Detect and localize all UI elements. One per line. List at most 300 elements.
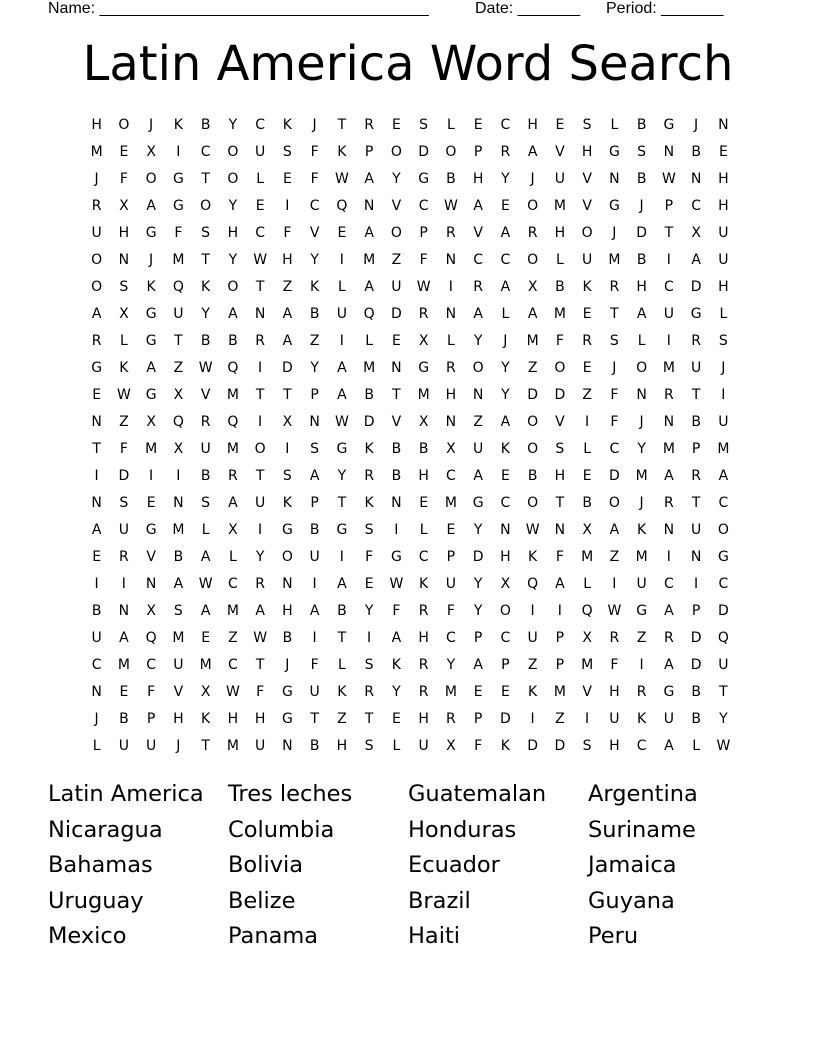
grid-letter[interactable]: N xyxy=(445,252,457,268)
grid-letter[interactable]: Q xyxy=(227,360,239,376)
grid-letter[interactable]: R xyxy=(91,198,102,214)
grid-letter[interactable]: O xyxy=(717,522,729,538)
grid-letter[interactable]: O xyxy=(118,117,130,133)
grid-letter[interactable]: J xyxy=(503,333,508,349)
grid-letter[interactable]: Y xyxy=(337,468,347,484)
grid-letter[interactable]: C xyxy=(663,576,674,592)
grid-letter[interactable]: E xyxy=(582,468,592,484)
grid-letter[interactable]: R xyxy=(446,360,456,376)
grid-letter[interactable]: W xyxy=(607,603,622,619)
grid-letter[interactable]: S xyxy=(282,468,292,484)
grid-letter[interactable]: U xyxy=(200,441,211,457)
grid-letter[interactable]: Z xyxy=(391,252,402,268)
grid-letter[interactable]: V xyxy=(200,387,211,403)
grid-letter[interactable]: N xyxy=(472,387,484,403)
grid-letter[interactable]: A xyxy=(228,306,238,322)
grid-letter[interactable]: C xyxy=(718,495,729,511)
grid-letter[interactable]: O xyxy=(91,252,103,268)
grid-letter[interactable]: R xyxy=(636,684,647,700)
grid-letter[interactable]: E xyxy=(500,198,510,214)
grid-letter[interactable]: A xyxy=(309,468,320,484)
grid-letter[interactable]: M xyxy=(553,198,566,214)
grid-letter[interactable]: Y xyxy=(201,306,210,322)
grid-letter[interactable]: G xyxy=(390,549,402,565)
grid-letter[interactable]: P xyxy=(419,225,428,241)
grid-letter[interactable]: Y xyxy=(719,711,728,727)
grid-letter[interactable]: T xyxy=(255,387,265,403)
grid-letter[interactable]: E xyxy=(391,333,401,349)
grid-letter[interactable]: R xyxy=(500,144,511,160)
grid-letter[interactable]: Z xyxy=(582,387,592,403)
grid-letter[interactable]: C xyxy=(255,225,266,241)
grid-letter[interactable]: L xyxy=(719,306,728,322)
grid-letter[interactable]: C xyxy=(500,495,511,511)
grid-letter[interactable]: M xyxy=(581,549,594,565)
grid-letter[interactable]: U xyxy=(718,414,729,430)
grid-letter[interactable]: O xyxy=(145,171,157,187)
grid-letter[interactable]: T xyxy=(174,333,183,349)
grid-letter[interactable]: I xyxy=(666,252,671,268)
grid-letter[interactable]: T xyxy=(255,468,265,484)
grid-letter[interactable]: V xyxy=(391,414,402,430)
grid-letter[interactable]: L xyxy=(692,738,701,754)
grid-letter[interactable]: Y xyxy=(255,549,265,565)
grid-letter[interactable]: J xyxy=(176,738,181,754)
grid-letter[interactable]: J xyxy=(612,225,617,241)
grid-letter[interactable]: G xyxy=(608,198,620,214)
grid-letter[interactable]: R xyxy=(119,549,129,565)
grid-letter[interactable]: S xyxy=(310,441,320,457)
grid-letter[interactable]: Y xyxy=(392,684,401,700)
grid-letter[interactable]: Q xyxy=(363,306,375,322)
grid-letter[interactable]: M xyxy=(117,657,130,673)
grid-letter[interactable]: F xyxy=(610,387,619,403)
grid-letter[interactable]: M xyxy=(444,684,457,700)
grid-letter[interactable]: R xyxy=(582,333,592,349)
grid-letter[interactable]: R xyxy=(200,414,211,430)
grid-letter[interactable]: I xyxy=(367,630,372,646)
grid-letter[interactable]: F xyxy=(392,603,401,619)
grid-letter[interactable]: Y xyxy=(473,576,483,592)
grid-letter[interactable]: M xyxy=(717,441,730,457)
grid-letter[interactable]: A xyxy=(364,225,374,241)
grid-letter[interactable]: C xyxy=(445,468,456,484)
grid-letter[interactable]: G xyxy=(663,684,675,700)
grid-letter[interactable]: A xyxy=(282,333,293,349)
grid-letter[interactable]: E xyxy=(146,495,156,511)
grid-letter[interactable]: V xyxy=(555,414,565,430)
grid-letter[interactable]: B xyxy=(391,468,402,484)
grid-letter[interactable]: Y xyxy=(473,522,483,538)
grid-letter[interactable]: F xyxy=(147,684,156,700)
grid-letter[interactable]: D xyxy=(363,414,375,430)
grid-letter[interactable]: N xyxy=(118,603,130,619)
grid-letter[interactable]: A xyxy=(664,738,674,754)
grid-letter[interactable]: U xyxy=(527,630,538,646)
grid-letter[interactable]: K xyxy=(391,657,401,673)
grid-letter[interactable]: H xyxy=(118,225,130,241)
grid-letter[interactable]: I xyxy=(339,333,344,349)
grid-letter[interactable]: U xyxy=(118,522,129,538)
grid-letter[interactable]: J xyxy=(612,360,617,376)
grid-letter[interactable]: A xyxy=(200,603,211,619)
grid-letter[interactable]: A xyxy=(91,306,102,322)
grid-letter[interactable]: Z xyxy=(527,360,538,376)
grid-letter[interactable]: F xyxy=(446,603,455,619)
grid-letter[interactable]: C xyxy=(255,117,266,133)
grid-letter[interactable]: T xyxy=(201,252,210,268)
grid-letter[interactable]: N xyxy=(282,576,293,592)
grid-letter[interactable]: P xyxy=(364,144,374,160)
grid-letter[interactable]: M xyxy=(553,684,566,700)
grid-letter[interactable]: H xyxy=(418,711,429,727)
grid-letter[interactable]: U xyxy=(309,684,320,700)
grid-letter[interactable]: M xyxy=(662,360,675,376)
grid-letter[interactable]: O xyxy=(527,198,539,214)
grid-letter[interactable]: L xyxy=(583,441,592,457)
grid-letter[interactable]: T xyxy=(392,387,401,403)
grid-letter[interactable]: B xyxy=(446,171,456,187)
grid-letter[interactable]: U xyxy=(691,522,702,538)
grid-letter[interactable]: A xyxy=(500,225,511,241)
grid-letter[interactable]: R xyxy=(418,657,429,673)
grid-letter[interactable]: O xyxy=(227,171,239,187)
grid-letter[interactable]: X xyxy=(119,198,129,214)
grid-letter[interactable]: P xyxy=(473,144,483,160)
grid-letter[interactable]: W xyxy=(253,630,268,646)
grid-letter[interactable]: J xyxy=(639,198,644,214)
grid-letter[interactable]: N xyxy=(663,144,675,160)
grid-letter[interactable]: J xyxy=(285,657,290,673)
grid-letter[interactable]: S xyxy=(364,738,374,754)
grid-letter[interactable]: V xyxy=(391,198,402,214)
grid-letter[interactable]: U xyxy=(718,225,729,241)
grid-letter[interactable]: G xyxy=(145,306,157,322)
grid-letter[interactable]: J xyxy=(721,360,726,376)
grid-letter[interactable]: P xyxy=(691,441,701,457)
grid-letter[interactable]: P xyxy=(664,198,674,214)
grid-letter[interactable]: E xyxy=(473,117,483,133)
grid-letter[interactable]: S xyxy=(555,441,565,457)
grid-letter[interactable]: D xyxy=(636,225,648,241)
grid-letter[interactable]: U xyxy=(418,738,429,754)
grid-letter[interactable]: N xyxy=(500,522,511,538)
grid-letter[interactable]: T xyxy=(610,306,619,322)
grid-letter[interactable]: A xyxy=(228,495,238,511)
grid-letter[interactable]: Y xyxy=(228,198,238,214)
grid-letter[interactable]: C xyxy=(500,630,511,646)
grid-letter[interactable]: N xyxy=(690,171,702,187)
grid-letter[interactable]: E xyxy=(92,387,102,403)
grid-letter[interactable]: F xyxy=(256,684,265,700)
grid-letter[interactable]: H xyxy=(227,711,239,727)
grid-letter[interactable]: M xyxy=(608,252,621,268)
grid-letter[interactable]: H xyxy=(418,468,429,484)
grid-letter[interactable]: S xyxy=(582,117,592,133)
grid-letter[interactable]: M xyxy=(172,630,185,646)
grid-letter[interactable]: B xyxy=(636,171,647,187)
grid-letter[interactable]: L xyxy=(256,171,265,187)
grid-letter[interactable]: G xyxy=(663,117,675,133)
grid-letter[interactable]: I xyxy=(666,549,671,565)
grid-letter[interactable]: L xyxy=(610,117,619,133)
grid-letter[interactable]: K xyxy=(637,711,647,727)
grid-letter[interactable]: M xyxy=(226,603,239,619)
grid-letter[interactable]: E xyxy=(419,495,429,511)
grid-letter[interactable]: R xyxy=(664,630,674,646)
grid-letter[interactable]: O xyxy=(227,279,239,295)
grid-letter[interactable]: X xyxy=(282,414,293,430)
grid-letter[interactable]: H xyxy=(554,225,566,241)
grid-letter[interactable]: X xyxy=(418,414,429,430)
grid-letter[interactable]: F xyxy=(610,657,619,673)
grid-letter[interactable]: W xyxy=(416,279,431,295)
grid-letter[interactable]: E xyxy=(119,144,129,160)
grid-letter[interactable]: G xyxy=(172,198,184,214)
grid-letter[interactable]: I xyxy=(121,576,126,592)
grid-letter[interactable]: B xyxy=(309,522,320,538)
grid-letter[interactable]: N xyxy=(173,495,184,511)
grid-letter[interactable]: N xyxy=(145,576,157,592)
grid-letter[interactable]: M xyxy=(172,522,185,538)
grid-letter[interactable]: T xyxy=(92,441,101,457)
grid-letter[interactable]: F xyxy=(555,333,564,349)
grid-letter[interactable]: Z xyxy=(228,630,238,646)
grid-letter[interactable]: U xyxy=(445,576,456,592)
grid-letter[interactable]: K xyxy=(419,576,429,592)
grid-letter[interactable]: L xyxy=(392,738,401,754)
grid-letter[interactable]: T xyxy=(201,171,210,187)
grid-letter[interactable]: Z xyxy=(609,549,620,565)
grid-letter[interactable]: J xyxy=(94,171,99,187)
grid-letter[interactable]: U xyxy=(609,711,620,727)
grid-letter[interactable]: G xyxy=(145,333,157,349)
grid-letter[interactable]: O xyxy=(281,549,293,565)
grid-letter[interactable]: X xyxy=(446,738,456,754)
grid-letter[interactable]: M xyxy=(172,252,185,268)
grid-letter[interactable]: J xyxy=(149,117,154,133)
grid-letter[interactable]: O xyxy=(527,252,539,268)
grid-letter[interactable]: V xyxy=(173,684,184,700)
grid-letter[interactable]: E xyxy=(92,549,102,565)
grid-letter[interactable]: G xyxy=(145,225,157,241)
grid-letter[interactable]: U xyxy=(173,657,184,673)
grid-letter[interactable]: X xyxy=(173,387,184,403)
grid-letter[interactable]: L xyxy=(228,549,237,565)
grid-letter[interactable]: C xyxy=(500,252,511,268)
grid-letter[interactable]: W xyxy=(716,738,731,754)
grid-letter[interactable]: M xyxy=(90,144,103,160)
grid-letter[interactable]: K xyxy=(173,117,183,133)
grid-letter[interactable]: G xyxy=(91,360,103,376)
grid-letter[interactable]: T xyxy=(364,711,374,727)
grid-letter[interactable]: Y xyxy=(310,360,319,376)
grid-letter[interactable]: X xyxy=(119,306,129,322)
grid-letter[interactable]: P xyxy=(473,711,483,727)
grid-letter[interactable]: O xyxy=(499,603,511,619)
grid-letter[interactable]: F xyxy=(174,225,183,241)
grid-letter[interactable]: R xyxy=(228,468,238,484)
grid-letter[interactable]: C xyxy=(227,657,238,673)
grid-letter[interactable]: G xyxy=(336,441,348,457)
grid-letter[interactable]: U xyxy=(718,657,729,673)
grid-letter[interactable]: O xyxy=(200,198,212,214)
grid-letter[interactable]: S xyxy=(637,144,647,160)
grid-letter[interactable]: R xyxy=(364,684,374,700)
grid-letter[interactable]: E xyxy=(500,684,510,700)
grid-letter[interactable]: I xyxy=(94,576,99,592)
grid-letter[interactable]: X xyxy=(418,333,429,349)
grid-letter[interactable]: Y xyxy=(392,171,401,187)
grid-letter[interactable]: V xyxy=(582,198,592,214)
grid-letter[interactable]: D xyxy=(390,306,402,322)
grid-letter[interactable]: A xyxy=(473,657,483,673)
grid-letter[interactable]: A xyxy=(391,630,402,646)
grid-letter[interactable]: I xyxy=(530,711,535,727)
grid-letter[interactable]: A xyxy=(146,198,156,214)
grid-letter[interactable]: C xyxy=(91,657,102,673)
grid-letter[interactable]: S xyxy=(364,657,374,673)
grid-letter[interactable]: I xyxy=(285,198,290,214)
grid-letter[interactable]: K xyxy=(364,441,374,457)
grid-letter[interactable]: C xyxy=(500,117,511,133)
grid-letter[interactable]: V xyxy=(309,225,320,241)
grid-letter[interactable]: S xyxy=(201,495,211,511)
grid-letter[interactable]: X xyxy=(582,522,592,538)
grid-letter[interactable]: R xyxy=(691,333,701,349)
grid-letter[interactable]: E xyxy=(391,117,401,133)
grid-letter[interactable]: M xyxy=(662,441,675,457)
grid-letter[interactable]: A xyxy=(473,198,483,214)
grid-letter[interactable]: H xyxy=(445,387,457,403)
grid-letter[interactable]: A xyxy=(664,603,674,619)
grid-letter[interactable]: F xyxy=(119,441,128,457)
grid-letter[interactable]: E xyxy=(473,684,483,700)
grid-letter[interactable]: T xyxy=(691,495,701,511)
grid-letter[interactable]: B xyxy=(309,306,320,322)
grid-letter[interactable]: P xyxy=(310,387,319,403)
grid-letter[interactable]: H xyxy=(718,198,729,214)
grid-letter[interactable]: B xyxy=(228,333,238,349)
grid-letter[interactable]: J xyxy=(639,495,644,511)
grid-letter[interactable]: A xyxy=(718,468,729,484)
grid-letter[interactable]: Q xyxy=(145,630,157,646)
grid-letter[interactable]: N xyxy=(91,495,102,511)
grid-letter[interactable]: J xyxy=(530,171,535,187)
grid-letter[interactable]: O xyxy=(527,495,539,511)
grid-letter[interactable]: H xyxy=(254,711,266,727)
grid-letter[interactable]: A xyxy=(691,252,701,268)
grid-letter[interactable]: X xyxy=(146,603,156,619)
grid-letter[interactable]: U xyxy=(173,306,184,322)
grid-letter[interactable]: Q xyxy=(527,576,539,592)
date-field[interactable]: Date: _______ xyxy=(475,0,580,17)
name-field[interactable]: Name: _____________________________________ xyxy=(48,0,429,17)
grid-letter[interactable]: K xyxy=(146,279,156,295)
grid-letter[interactable]: N xyxy=(636,387,647,403)
grid-letter[interactable]: L xyxy=(446,333,455,349)
grid-letter[interactable]: R xyxy=(609,630,620,646)
grid-letter[interactable]: Z xyxy=(282,279,293,295)
grid-letter[interactable]: H xyxy=(609,738,620,754)
grid-letter[interactable]: L xyxy=(637,333,646,349)
grid-letter[interactable]: G xyxy=(418,171,430,187)
grid-letter[interactable]: S xyxy=(282,144,292,160)
grid-letter[interactable]: Z xyxy=(555,711,565,727)
grid-letter[interactable]: I xyxy=(666,333,671,349)
grid-letter[interactable]: M xyxy=(444,495,457,511)
grid-letter[interactable]: W xyxy=(443,198,458,214)
grid-letter[interactable]: B xyxy=(173,549,184,565)
grid-letter[interactable]: A xyxy=(473,306,483,322)
grid-letter[interactable]: X xyxy=(446,441,456,457)
grid-letter[interactable]: F xyxy=(310,657,319,673)
grid-letter[interactable]: N xyxy=(254,306,266,322)
grid-letter[interactable]: B xyxy=(282,630,293,646)
grid-letter[interactable]: P xyxy=(310,495,319,511)
grid-letter[interactable]: K xyxy=(364,495,374,511)
grid-letter[interactable]: X xyxy=(691,225,701,241)
grid-letter[interactable]: D xyxy=(418,144,430,160)
grid-letter[interactable]: C xyxy=(200,144,211,160)
grid-letter[interactable]: D xyxy=(690,279,702,295)
grid-letter[interactable]: F xyxy=(474,738,483,754)
grid-letter[interactable]: K xyxy=(528,549,538,565)
grid-letter[interactable]: A xyxy=(500,279,511,295)
grid-letter[interactable]: C xyxy=(418,549,429,565)
grid-letter[interactable]: I xyxy=(94,468,99,484)
grid-letter[interactable]: K xyxy=(201,711,211,727)
grid-letter[interactable]: R xyxy=(418,684,429,700)
grid-letter[interactable]: S xyxy=(119,495,129,511)
grid-letter[interactable]: M xyxy=(526,333,539,349)
grid-letter[interactable]: R xyxy=(91,333,102,349)
grid-letter[interactable]: R xyxy=(255,576,265,592)
grid-letter[interactable]: W xyxy=(334,414,349,430)
grid-letter[interactable]: C xyxy=(663,279,674,295)
grid-letter[interactable]: A xyxy=(527,306,538,322)
grid-letter[interactable]: X xyxy=(173,441,184,457)
grid-letter[interactable]: A xyxy=(91,522,102,538)
grid-letter[interactable]: H xyxy=(227,225,239,241)
grid-letter[interactable]: Q xyxy=(717,630,729,646)
grid-letter[interactable]: T xyxy=(283,387,292,403)
grid-letter[interactable]: M xyxy=(581,657,594,673)
grid-letter[interactable]: P xyxy=(446,549,456,565)
grid-letter[interactable]: W xyxy=(389,576,404,592)
grid-letter[interactable]: E xyxy=(119,684,129,700)
grid-letter[interactable]: F xyxy=(283,225,292,241)
grid-letter[interactable]: A xyxy=(664,657,674,673)
grid-letter[interactable]: O xyxy=(254,441,266,457)
grid-letter[interactable]: H xyxy=(336,738,348,754)
grid-letter[interactable]: A xyxy=(364,171,374,187)
grid-letter[interactable]: U xyxy=(663,306,674,322)
grid-letter[interactable]: B xyxy=(636,252,647,268)
grid-letter[interactable]: D xyxy=(527,387,539,403)
grid-letter[interactable]: A xyxy=(255,603,265,619)
grid-letter[interactable]: X xyxy=(146,414,156,430)
grid-letter[interactable]: A xyxy=(173,576,184,592)
grid-letter[interactable]: P xyxy=(501,657,510,673)
grid-letter[interactable]: A xyxy=(664,468,674,484)
grid-letter[interactable]: F xyxy=(419,252,428,268)
grid-letter[interactable]: U xyxy=(309,549,320,565)
grid-letter[interactable]: H xyxy=(282,603,293,619)
grid-letter[interactable]: N xyxy=(609,171,620,187)
grid-letter[interactable]: L xyxy=(337,657,346,673)
grid-letter[interactable]: U xyxy=(91,225,102,241)
